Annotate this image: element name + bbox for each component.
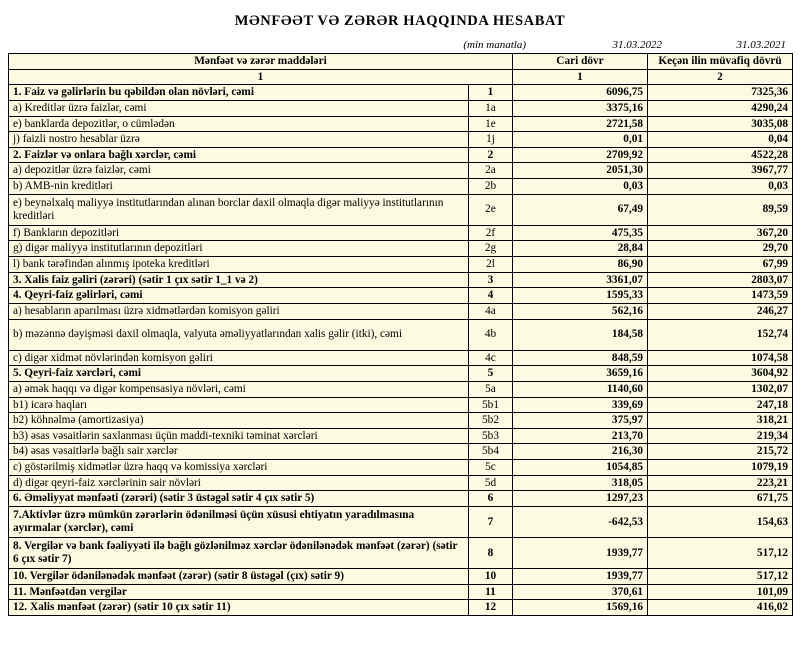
row-code: 7 [469,507,513,538]
table-row [9,413,793,429]
row-code: 5b2 [469,413,513,429]
row-label: 4. Qeyri-faiz gəlirləri, cəmi [9,288,469,304]
row-value-previous: 1473,59 [648,288,793,304]
table-header-row [9,54,793,70]
period-previous-label: 31.03.2021 [736,39,786,51]
row-value-previous: 2803,07 [648,272,793,288]
row-code: 5c [469,460,513,476]
row-value-current: 1939,77 [513,538,648,569]
table-row [9,288,793,304]
row-label: l) bank tərəfindən alınmış ipoteka kreditləri [9,257,469,273]
row-value-previous: 89,59 [648,194,793,225]
row-value-current: 2709,92 [513,147,648,163]
row-value-previous: 219,34 [648,428,793,444]
table-row [9,507,793,538]
row-value-current: 2051,30 [513,163,648,179]
table-row [9,163,793,179]
row-label: a) Kreditlər üzrə faizlər, cəmi [9,100,469,116]
row-value-previous: 318,21 [648,413,793,429]
row-code: 5d [469,475,513,491]
row-code: 1 [469,85,513,101]
row-value-previous: 4290,24 [648,100,793,116]
table-row [9,491,793,507]
table-numbering-row [9,69,793,85]
row-value-current: 375,97 [513,413,648,429]
row-value-current: 1939,77 [513,569,648,585]
table-row [9,85,793,101]
row-value-previous: 1079,19 [648,460,793,476]
table-row [9,132,793,148]
row-label: b) AMB-nin kreditləri [9,179,469,195]
row-label: 8. Vergilər və bank fəaliyyəti ilə bağlı gözlənilməz xərclər ödənilənədək mənfəət (zərər) (sətir 6 çıx sətir 7) [9,538,469,569]
row-value-current: 339,69 [513,397,648,413]
row-label: 5. Qeyri-faiz xərcləri, cəmi [9,366,469,382]
table-row [9,397,793,413]
row-value-current: 3375,16 [513,100,648,116]
table-row [9,569,793,585]
row-label: f) Bankların depozitləri [9,225,469,241]
row-code: 5b3 [469,428,513,444]
row-value-current: 1054,85 [513,460,648,476]
row-value-previous: 671,75 [648,491,793,507]
table-row [9,116,793,132]
column-header-name: Mənfəət və zərər maddələri [9,54,513,70]
row-label: 11. Mənfəətdən vergilər [9,584,469,600]
table-body [9,85,793,616]
table-row [9,225,793,241]
units-label: (min manatla) [463,39,526,51]
row-label: b2) köhnəlmə (amortizasiya) [9,413,469,429]
row-label: 3. Xalis faiz gəliri (zərəri) (sətir 1 çıx sətir 1_1 və 2) [9,272,469,288]
row-value-previous: 223,21 [648,475,793,491]
table-row [9,147,793,163]
row-code: 5 [469,366,513,382]
table-row [9,179,793,195]
table-row [9,475,793,491]
row-code: 5b1 [469,397,513,413]
row-value-previous: 67,99 [648,257,793,273]
row-value-current: 475,35 [513,225,648,241]
row-value-previous: 215,72 [648,444,793,460]
row-value-current: 6096,75 [513,85,648,101]
row-code: 10 [469,569,513,585]
row-code: 1j [469,132,513,148]
row-value-current: 318,05 [513,475,648,491]
row-label: 6. Əməliyyat mənfəəti (zərəri) (sətir 3 üstəgəl sətir 4 çıx sətir 5) [9,491,469,507]
row-label: 10. Vergilər ödənilənədək mənfəət (zərər) (sətir 8 üstəgəl (çıx) sətir 9) [9,569,469,585]
row-code: 8 [469,538,513,569]
profit-loss-table [8,53,793,616]
row-value-previous: 4522,28 [648,147,793,163]
table-row [9,194,793,225]
row-code: 4 [469,288,513,304]
row-value-current: 0,01 [513,132,648,148]
table-row [9,600,793,616]
row-label: e) banklarda depozitlər, o cümlədən [9,116,469,132]
page-title: MƏNFƏƏT VƏ ZƏRƏR HAQQINDA HESABAT [234,13,566,29]
row-label: 2. Faizlər və onlara bağlı xərclər, cəmi [9,147,469,163]
row-label: a) əmək haqqı və digər kompensasiya növləri, cəmi [9,381,469,397]
row-value-previous: 247,18 [648,397,793,413]
row-code: 2e [469,194,513,225]
row-code: 2l [469,257,513,273]
row-label: b4) əsas vəsaitlərlə bağlı sair xərclər [9,444,469,460]
row-value-previous: 416,02 [648,600,793,616]
row-value-current: 3659,16 [513,366,648,382]
row-code: 6 [469,491,513,507]
row-value-previous: 0,04 [648,132,793,148]
table-row [9,428,793,444]
row-value-previous: 1302,07 [648,381,793,397]
row-label: j) faizli nostro hesablar üzrə [9,132,469,148]
row-value-previous: 3604,92 [648,366,793,382]
table-row [9,100,793,116]
table-row [9,460,793,476]
row-value-previous: 3967,77 [648,163,793,179]
row-label: g) digər maliyyə institutlarının depozitləri [9,241,469,257]
table-row [9,584,793,600]
row-code: 2b [469,179,513,195]
row-value-current: 86,90 [513,257,648,273]
row-value-current: 1569,16 [513,600,648,616]
table-row [9,366,793,382]
row-label: 1. Faiz və gəlirlərin bu qəbildən olan növləri, cəmi [9,85,469,101]
row-value-current: 184,58 [513,319,648,350]
row-value-previous: 0,03 [648,179,793,195]
row-value-current: 213,70 [513,428,648,444]
row-value-current: 370,61 [513,584,648,600]
row-value-previous: 3035,08 [648,116,793,132]
row-value-previous: 517,12 [648,538,793,569]
row-label: b3) əsas vəsaitlərin saxlanması üçün maddi-texniki təminat xərcləri [9,428,469,444]
row-value-previous: 367,20 [648,225,793,241]
row-code: 2f [469,225,513,241]
row-code: 1a [469,100,513,116]
row-value-previous: 152,74 [648,319,793,350]
row-value-current: 848,59 [513,350,648,366]
row-value-current: -642,53 [513,507,648,538]
row-value-current: 1595,33 [513,288,648,304]
row-label: a) depozitlər üzrə faizlər, cəmi [9,163,469,179]
period-current-label: 31.03.2022 [612,39,662,51]
row-value-previous: 29,70 [648,241,793,257]
table-row [9,538,793,569]
row-value-current: 2721,58 [513,116,648,132]
row-code: 11 [469,584,513,600]
row-value-current: 562,16 [513,303,648,319]
row-label: a) hesabların aparılması üzrə xidmətlərdən komisyon gəliri [9,303,469,319]
row-value-previous: 246,27 [648,303,793,319]
column-header-current: Cari dövr [513,54,648,70]
numbering-previous: 2 [648,69,793,85]
row-value-current: 3361,07 [513,272,648,288]
column-header-previous: Keçən ilin müvafiq dövrü [648,54,793,70]
row-code: 12 [469,600,513,616]
table-row [9,350,793,366]
row-value-previous: 1074,58 [648,350,793,366]
row-value-previous: 7325,36 [648,85,793,101]
row-value-current: 216,30 [513,444,648,460]
row-code: 4c [469,350,513,366]
table-row [9,272,793,288]
row-label: c) digər xidmət növlərindən komisyon gəliri [9,350,469,366]
table-row [9,257,793,273]
row-value-current: 1297,23 [513,491,648,507]
table-row [9,444,793,460]
row-code: 2 [469,147,513,163]
row-label: b1) icarə haqları [9,397,469,413]
row-label: b) məzənnə dəyişməsi daxil olmaqla, valyuta əməliyyatlarından xalis gəlir (itki), cəmi [9,319,469,350]
row-label: 7.Aktivlər üzrə mümkün zərərlərin ödənilməsi üçün xüsusi ehtiyatın yaradılmasına ayırmalar (xərclər), cəmi [9,507,469,538]
row-label: d) digər qeyri-faiz xərclərinin sair növləri [9,475,469,491]
row-code: 4a [469,303,513,319]
row-label: e) beynəlxalq maliyyə institutlarından alınan borclar daxil olmaqla digər maliyyə institutlarının kreditləri [9,194,469,225]
row-value-current: 67,49 [513,194,648,225]
row-code: 5b4 [469,444,513,460]
row-value-current: 1140,60 [513,381,648,397]
row-code: 4b [469,319,513,350]
numbering-current: 1 [513,69,648,85]
table-row [9,241,793,257]
table-row [9,303,793,319]
table-row [9,319,793,350]
row-code: 2g [469,241,513,257]
report-meta [0,39,800,53]
row-value-current: 28,84 [513,241,648,257]
row-code: 5a [469,381,513,397]
row-value-current: 0,03 [513,179,648,195]
row-label: c) göstərilmiş xidmətlər üzrə haqq və komissiya xərcləri [9,460,469,476]
row-value-previous: 154,63 [648,507,793,538]
numbering-name: 1 [9,69,513,85]
row-value-previous: 101,09 [648,584,793,600]
row-value-previous: 517,12 [648,569,793,585]
row-code: 3 [469,272,513,288]
row-code: 1e [469,116,513,132]
row-code: 2a [469,163,513,179]
table-row [9,381,793,397]
row-label: 12. Xalis mənfəət (zərər) (sətir 10 çıx sətir 11) [9,600,469,616]
